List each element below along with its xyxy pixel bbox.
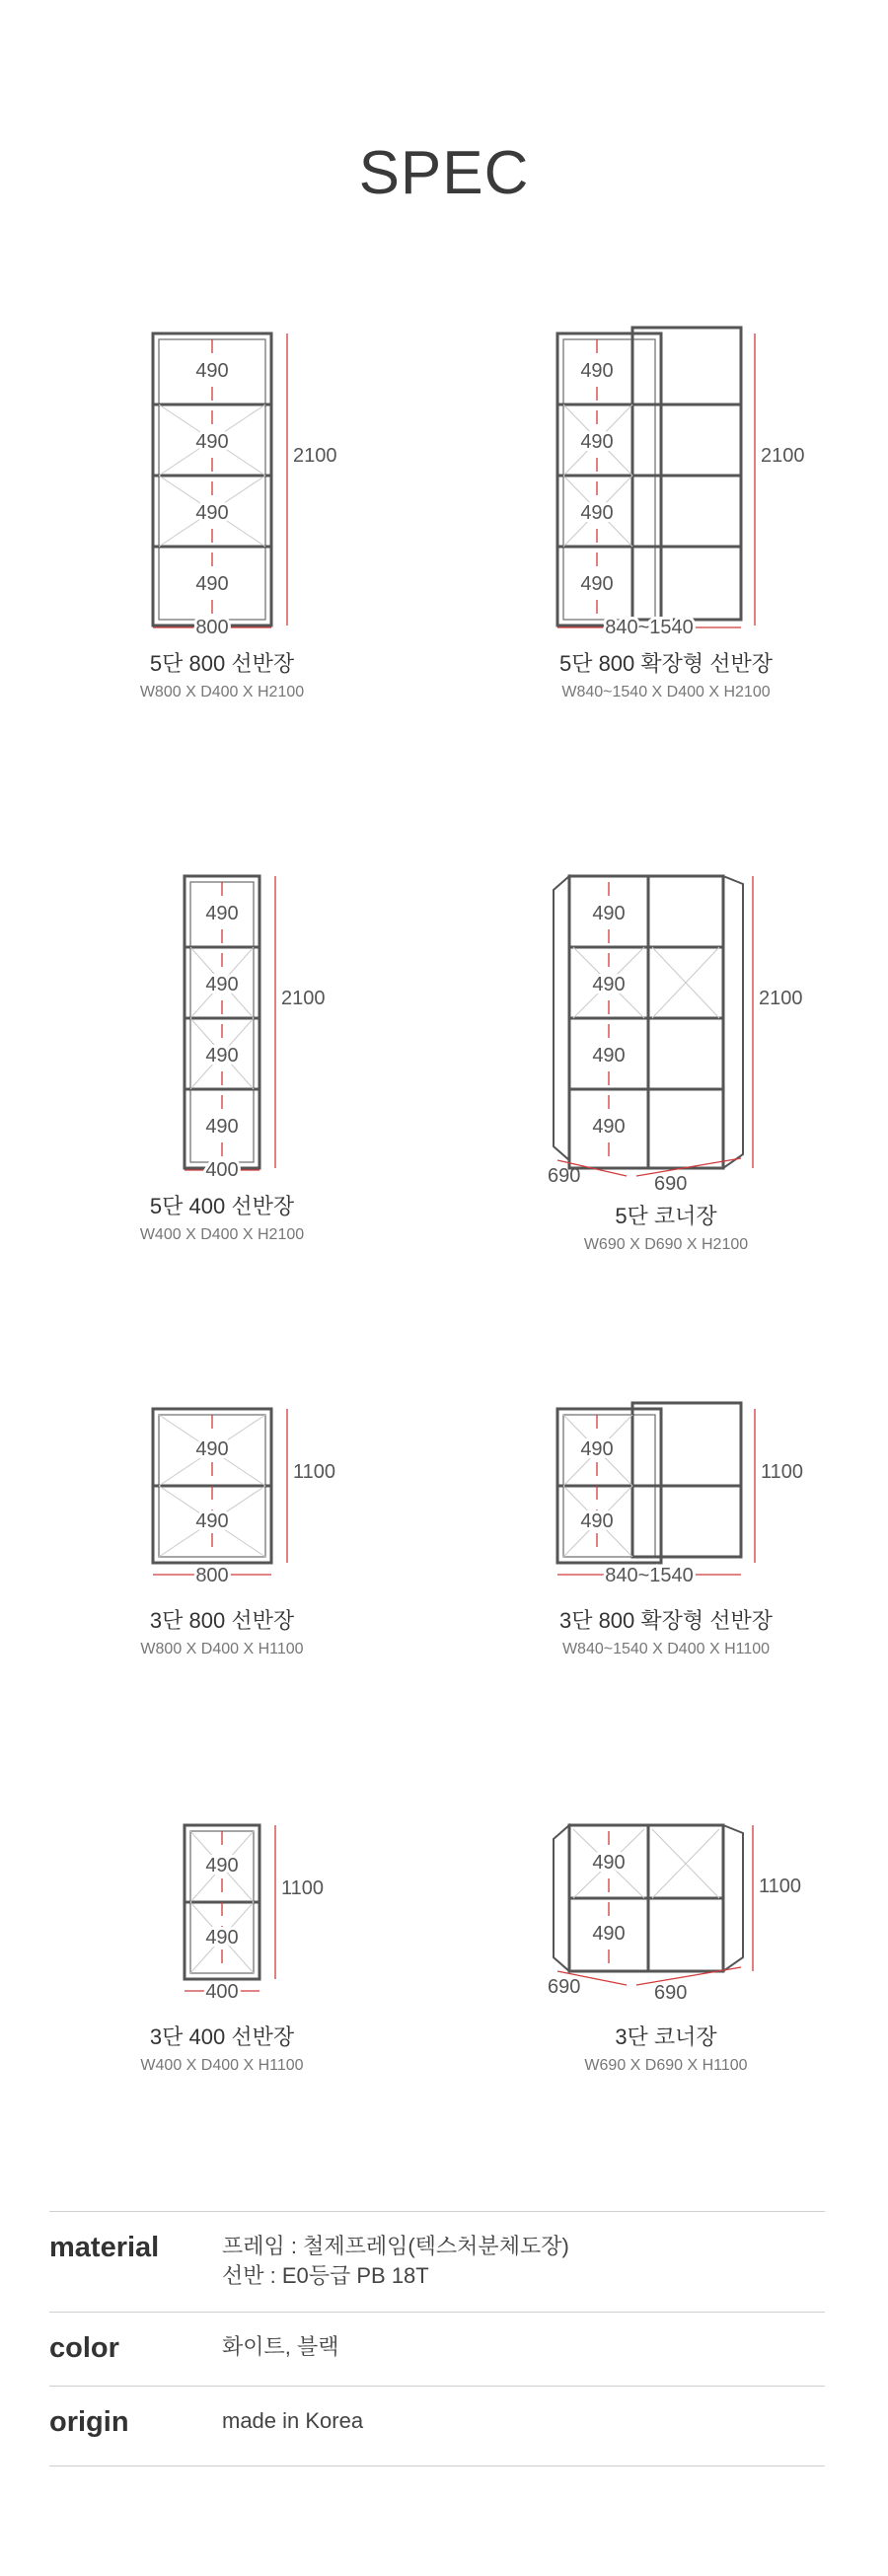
product-dimensions: W400 X D400 X H1100: [140, 2057, 304, 2074]
shelf-gap-label: 490: [592, 974, 626, 995]
spec-row-color: [49, 2312, 825, 2386]
product-dimensions: W690 X D690 X H1100: [584, 2057, 748, 2074]
width-label-left: 690: [548, 1976, 581, 1998]
product-5tier-corner: [444, 868, 888, 1254]
width-label: 800: [195, 1565, 229, 1586]
spec-key-material: material: [49, 2232, 160, 2263]
shelf-diagram: [518, 326, 814, 641]
shelf-gap-label: 490: [592, 1923, 626, 1945]
shelf-diagram: [94, 868, 350, 1184]
height-label: 1100: [281, 1877, 325, 1899]
product-3tier-800: [0, 1401, 444, 1658]
width-label: 840~1540: [605, 1565, 694, 1586]
product-dimensions: W690 X D690 X H2100: [583, 1236, 749, 1253]
width-label-right: 690: [654, 1982, 688, 2004]
product-name: 3단 800 확장형 선반장: [558, 1608, 774, 1633]
shelf-gap-label: 490: [592, 1852, 626, 1874]
shelf-diagram: [518, 1817, 814, 2005]
product-dimensions: W800 X D400 X H2100: [139, 684, 305, 700]
shelf-gap-label: 490: [580, 1438, 614, 1460]
shelf-diagram: [518, 868, 814, 1194]
width-label-right: 690: [654, 1173, 688, 1195]
shelf-gap-label: 490: [592, 1045, 626, 1067]
shelf-gap-label: 490: [580, 360, 614, 382]
shelf-gap-label: 490: [580, 1510, 614, 1532]
shelf-gap-label: 490: [195, 573, 229, 595]
product-name: 5단 800 선반장: [149, 651, 295, 676]
spec-table: [49, 2211, 825, 2466]
spec-row-material: [49, 2211, 825, 2312]
spec-key-origin: origin: [49, 2406, 129, 2438]
shelf-gap-label: 490: [205, 1045, 239, 1067]
shelf-gap-label: 490: [195, 1510, 229, 1532]
shelf-diagram: [94, 326, 350, 641]
product-5tier-400: [0, 868, 444, 1244]
shelf-gap-label: 490: [205, 974, 239, 995]
shelf-diagram: [94, 1401, 350, 1588]
product-dimensions: W400 X D400 X H2100: [139, 1226, 305, 1243]
shelf-gap-label: 490: [580, 502, 614, 524]
spec-material-shelf: 선반 : E0등급 PB 18T: [222, 2263, 429, 2288]
product-dimensions: W800 X D400 X H1100: [140, 1641, 304, 1657]
shelf-gap-label: 490: [592, 1116, 626, 1138]
shelf-gap-label: 490: [205, 903, 239, 924]
product-5tier-800: [0, 326, 444, 701]
height-label: 1100: [761, 1461, 804, 1483]
shelf-gap-label: 490: [580, 573, 614, 595]
width-label: 800: [195, 617, 229, 638]
spec-row-origin: [49, 2386, 825, 2466]
shelf-gap-label: 490: [195, 1438, 229, 1460]
product-name: 3단 800 선반장: [149, 1608, 295, 1633]
product-3tier-800-extendable: [444, 1401, 888, 1658]
product-name: 3단 400 선반장: [149, 2024, 295, 2049]
page-title: SPEC: [358, 139, 530, 207]
shelf-diagram: [518, 1401, 814, 1588]
product-name: 5단 코너장: [615, 1204, 717, 1228]
spec-key-color: color: [49, 2332, 119, 2364]
spec-value-material: [222, 2232, 569, 2291]
shelf-gap-label: 490: [580, 431, 614, 453]
shelf-gap-label: 490: [592, 903, 626, 924]
product-name: 3단 코너장: [615, 2024, 717, 2049]
product-3tier-400: [0, 1817, 444, 2075]
shelf-gap-label: 490: [205, 1855, 239, 1877]
product-name: 5단 800 확장형 선반장: [558, 651, 774, 676]
product-5tier-800-extendable: [444, 326, 888, 701]
width-label: 840~1540: [605, 617, 694, 638]
product-3tier-corner: [444, 1817, 888, 2075]
shelf-gap-label: 490: [195, 502, 229, 524]
height-label: 2100: [293, 445, 337, 467]
spec-material-frame: 프레임 : 철제프레임(텍스처분체도장): [222, 2234, 569, 2258]
product-dimensions: W840~1540 X D400 X H1100: [561, 1641, 771, 1657]
spec-value-color: 화이트, 블랙: [222, 2334, 339, 2359]
width-label: 400: [205, 1159, 239, 1181]
height-label: 1100: [293, 1461, 336, 1483]
height-label: 1100: [759, 1876, 802, 1897]
width-label: 400: [205, 1981, 239, 2003]
shelf-diagram: [94, 1817, 350, 2005]
height-label: 2100: [759, 988, 803, 1009]
height-label: 2100: [761, 445, 805, 467]
width-label-left: 690: [548, 1165, 581, 1187]
shelf-gap-label: 490: [195, 360, 229, 382]
height-label: 2100: [281, 988, 326, 1009]
product-dimensions: W840~1540 X D400 X H2100: [561, 684, 771, 700]
product-name: 5단 400 선반장: [149, 1194, 295, 1218]
shelf-gap-label: 490: [205, 1927, 239, 1949]
spec-value-origin: made in Korea: [222, 2408, 364, 2433]
shelf-gap-label: 490: [195, 431, 229, 453]
shelf-gap-label: 490: [205, 1116, 239, 1138]
